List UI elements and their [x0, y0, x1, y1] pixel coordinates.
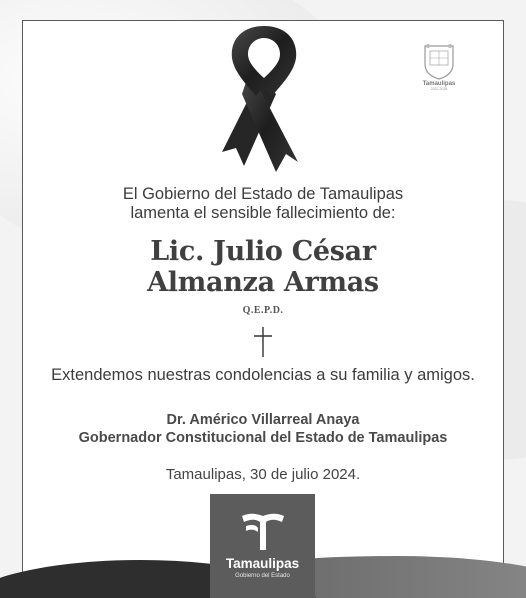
seal-sub: 2022-2028	[430, 87, 448, 91]
signer-title: Gobernador Constitucional del Estado de Tamaulipas	[78, 430, 448, 446]
intro-line-2: lamenta el sensible fallecimiento de:	[130, 204, 396, 222]
signer-block	[0, 411, 526, 447]
deceased-name-line-1: Lic. Julio César	[150, 236, 376, 267]
cross-icon	[252, 326, 274, 358]
qepd-label: Q.E.P.D.	[242, 305, 284, 316]
tamaulipas-logo-icon	[210, 494, 315, 598]
mourning-ribbon-icon	[216, 24, 312, 174]
deceased-name	[0, 236, 526, 298]
condolences-text: Extendemos nuestras condolencias a su familia y amigos.	[51, 366, 475, 384]
seal-name: Tamaulipas	[422, 81, 456, 87]
intro-line-1: El Gobierno del Estado de Tamaulipas	[122, 185, 404, 203]
place-date: Tamaulipas, 30 de julio 2024.	[165, 466, 361, 483]
intro-text	[0, 185, 526, 223]
state-seal-icon	[414, 42, 464, 102]
signer-name: Dr. Américo Villarreal Anaya	[166, 412, 360, 428]
deceased-name-line-2: Almanza Armas	[147, 267, 379, 298]
logo-sub: Gobierno del Estado	[235, 573, 290, 579]
logo-name: Tamaulipas	[225, 556, 300, 571]
